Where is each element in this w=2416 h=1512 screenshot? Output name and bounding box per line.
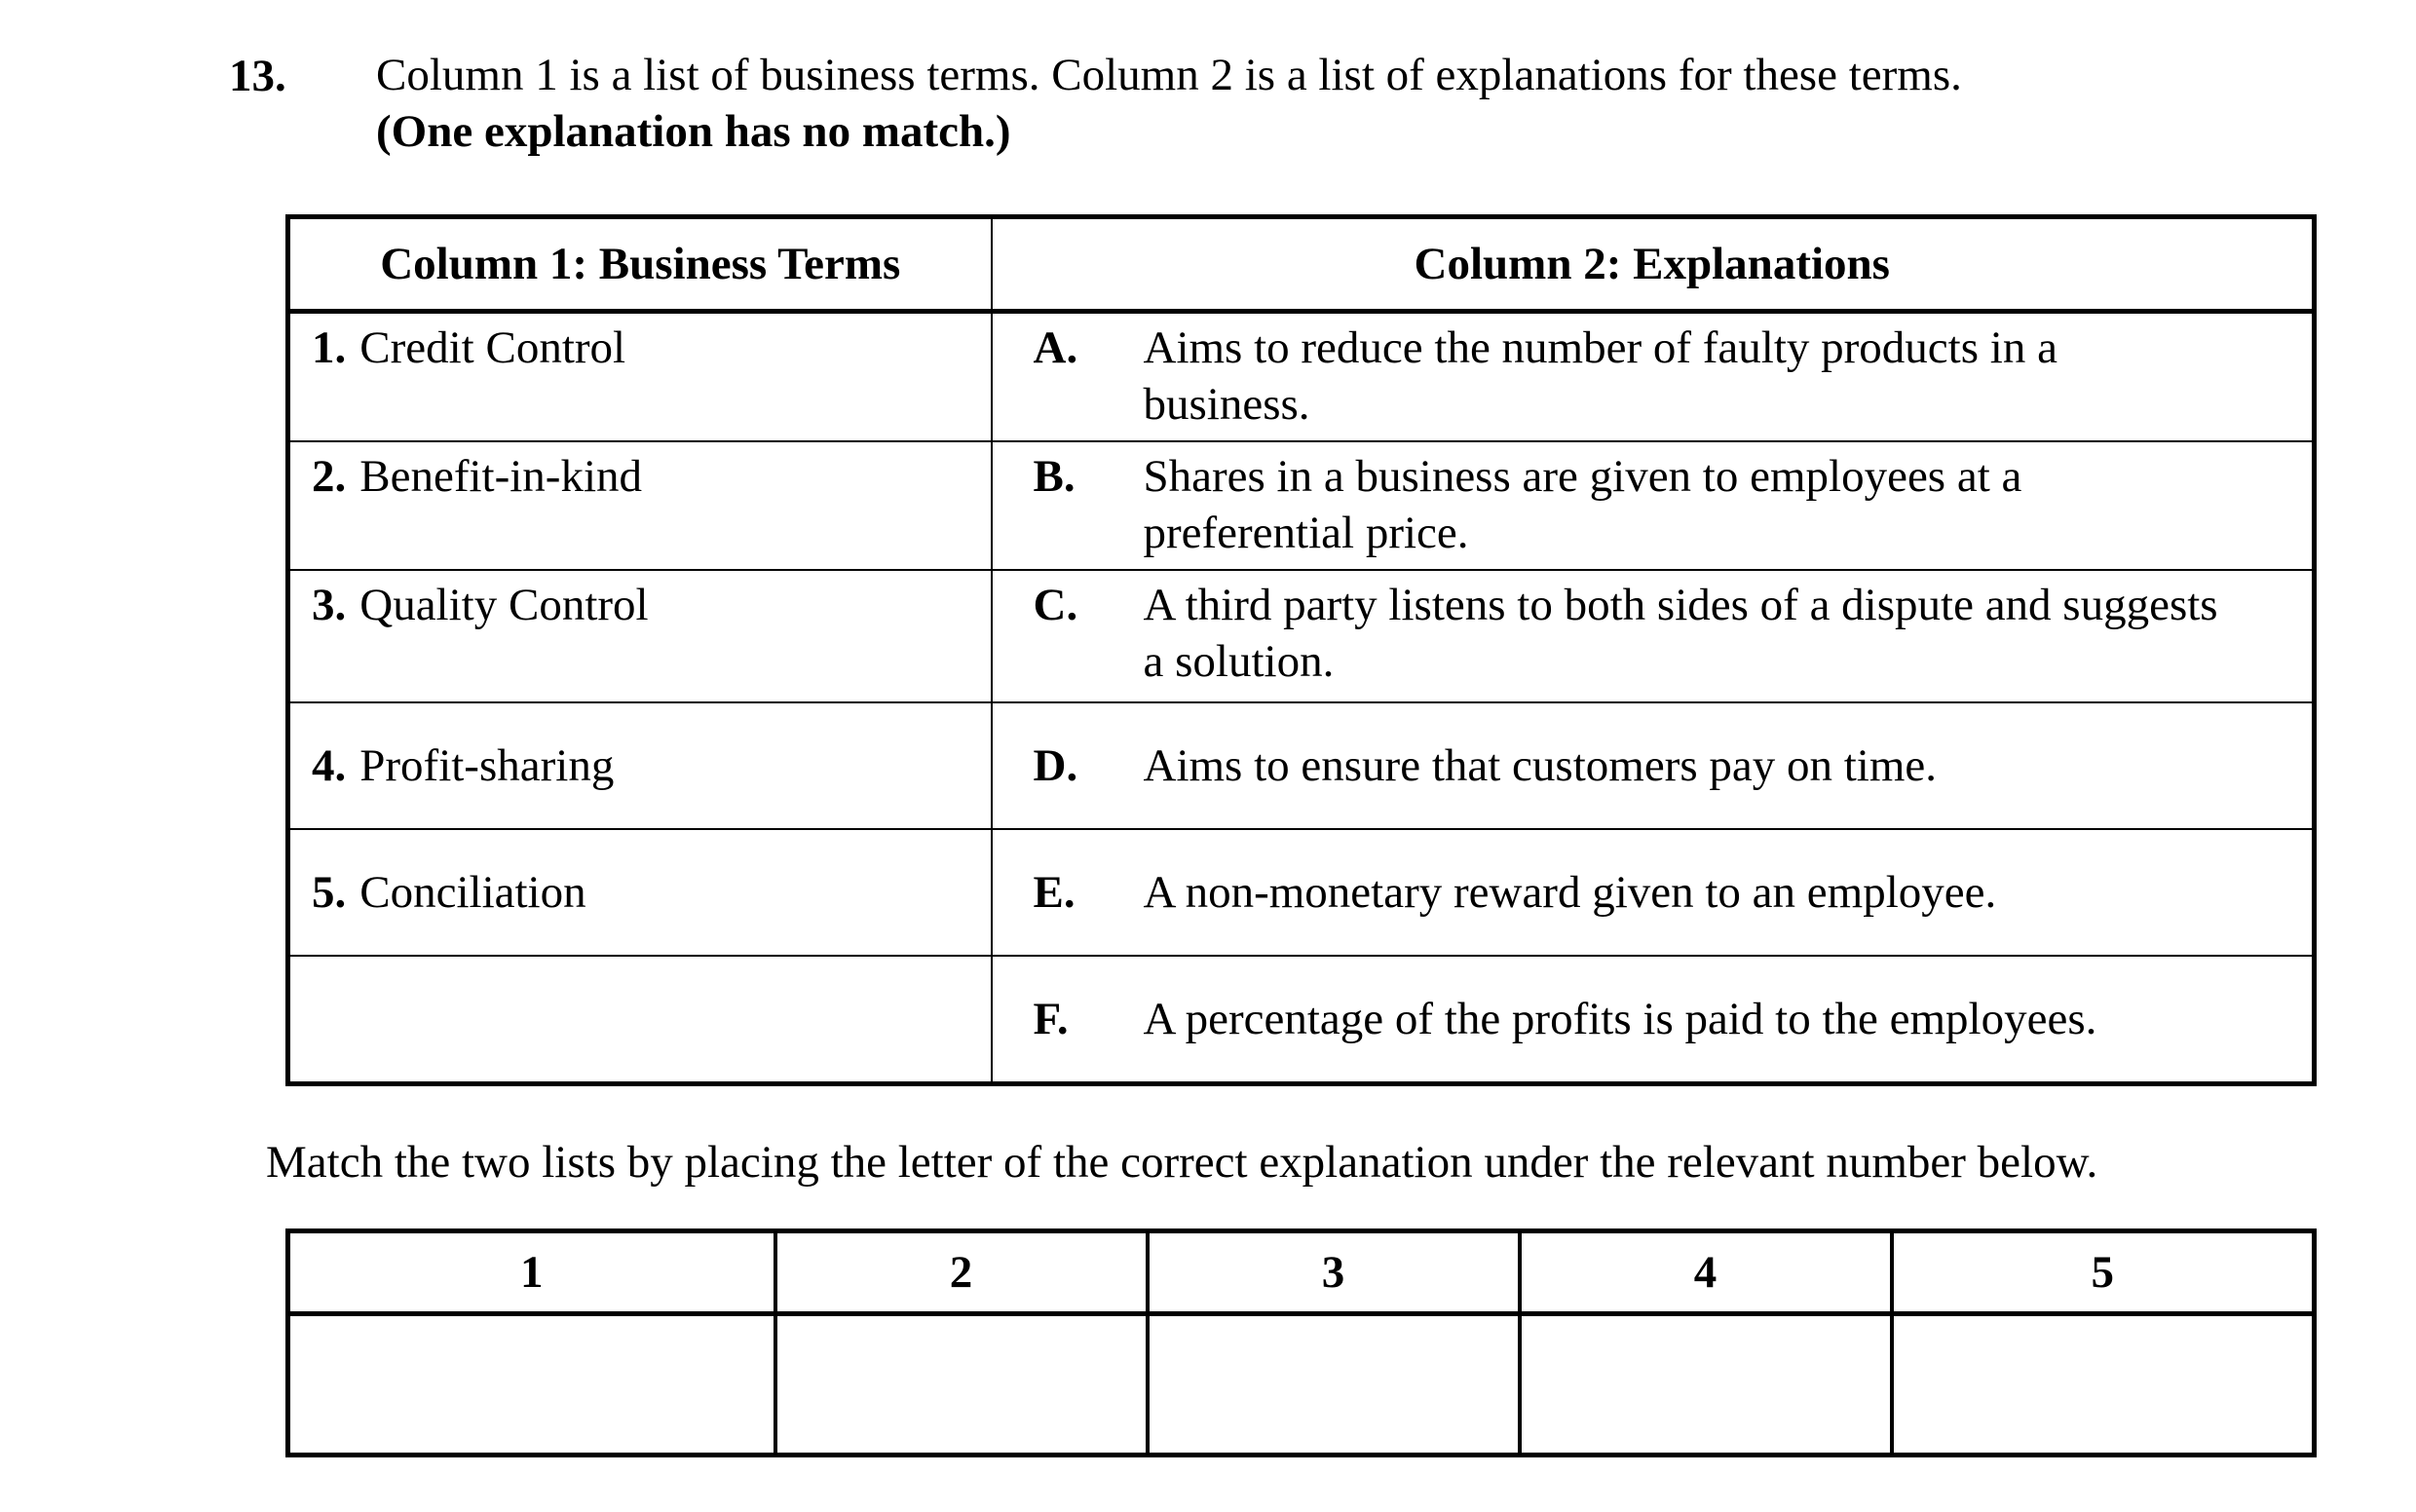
explanation-letter: F. — [1033, 994, 1069, 1044]
answer-box-4[interactable] — [1520, 1314, 1892, 1455]
column-1-header: Column 1: Business Terms — [288, 217, 992, 312]
term-cell-empty — [288, 956, 992, 1084]
question-line-1: Column 1 is a list of business terms. Column 2 is a list of explanations for these terms. — [376, 50, 1962, 100]
answer-header-5: 5 — [1892, 1231, 2315, 1314]
table-row — [288, 441, 2315, 570]
explanation-text: Aims to reduce the number of faulty products in a business. — [1143, 322, 2057, 430]
answer-header-3: 3 — [1148, 1231, 1520, 1314]
explanation-letter: D. — [1033, 740, 1078, 791]
term-cell-4 — [288, 702, 992, 829]
answer-header-1: 1 — [288, 1231, 775, 1314]
table-row — [288, 702, 2315, 829]
term-cell-5 — [288, 829, 992, 956]
term-label: Credit Control — [359, 322, 626, 373]
term-label: Quality Control — [359, 580, 649, 630]
term-number: 5. — [312, 867, 347, 918]
explanation-cell-a — [992, 312, 2315, 442]
explanation-letter: A. — [1033, 322, 1078, 373]
explanation-cell-f — [992, 956, 2315, 1084]
table-row — [288, 570, 2315, 702]
table-row — [288, 312, 2315, 442]
column-2-header: Column 2: Explanations — [992, 217, 2315, 312]
explanation-text: A non-monetary reward given to an employee. — [1143, 867, 1997, 918]
answer-box-1[interactable] — [288, 1314, 775, 1455]
answer-box-5[interactable] — [1892, 1314, 2315, 1455]
explanation-letter: E. — [1033, 867, 1076, 918]
explanation-cell-e — [992, 829, 2315, 956]
term-cell-2 — [288, 441, 992, 570]
explanation-text: A percentage of the profits is paid to the employees. — [1143, 994, 2097, 1044]
explanation-cell-b — [992, 441, 2315, 570]
answer-header-2: 2 — [775, 1231, 1148, 1314]
term-label: Conciliation — [359, 867, 586, 918]
term-number: 2. — [312, 451, 347, 502]
answer-box-2[interactable] — [775, 1314, 1148, 1455]
term-cell-3 — [288, 570, 992, 702]
matching-table — [285, 214, 2317, 1086]
question-line-2: (One explanation has no match.) — [376, 106, 1011, 157]
term-label: Profit-sharing — [359, 740, 615, 791]
explanation-letter: C. — [1033, 580, 1078, 630]
term-cell-1 — [288, 312, 992, 442]
explanation-text: A third party listens to both sides of a dispute and suggests a solution. — [1143, 580, 2218, 687]
explanation-letter: B. — [1033, 451, 1076, 502]
term-number: 4. — [312, 740, 347, 791]
term-label: Benefit-in-kind — [359, 451, 643, 502]
explanation-text: Shares in a business are given to employees at a preferential price. — [1143, 451, 2022, 558]
term-number: 3. — [312, 580, 347, 630]
explanation-cell-c — [992, 570, 2315, 702]
answer-grid — [285, 1228, 2317, 1457]
answer-grid-header-row — [288, 1231, 2315, 1314]
matching-table-header-row — [288, 217, 2315, 312]
explanation-cell-d — [992, 702, 2315, 829]
question-number: 13. — [229, 51, 286, 101]
term-number: 1. — [312, 322, 347, 373]
table-row — [288, 956, 2315, 1084]
table-row — [288, 829, 2315, 956]
match-instruction: Match the two lists by placing the letter of the correct explanation under the relevant number below. — [266, 1137, 2098, 1188]
question-prompt — [376, 47, 1962, 160]
answer-grid-row — [288, 1314, 2315, 1455]
answer-box-3[interactable] — [1148, 1314, 1520, 1455]
answer-header-4: 4 — [1520, 1231, 1892, 1314]
explanation-text: Aims to ensure that customers pay on time. — [1143, 740, 1938, 791]
